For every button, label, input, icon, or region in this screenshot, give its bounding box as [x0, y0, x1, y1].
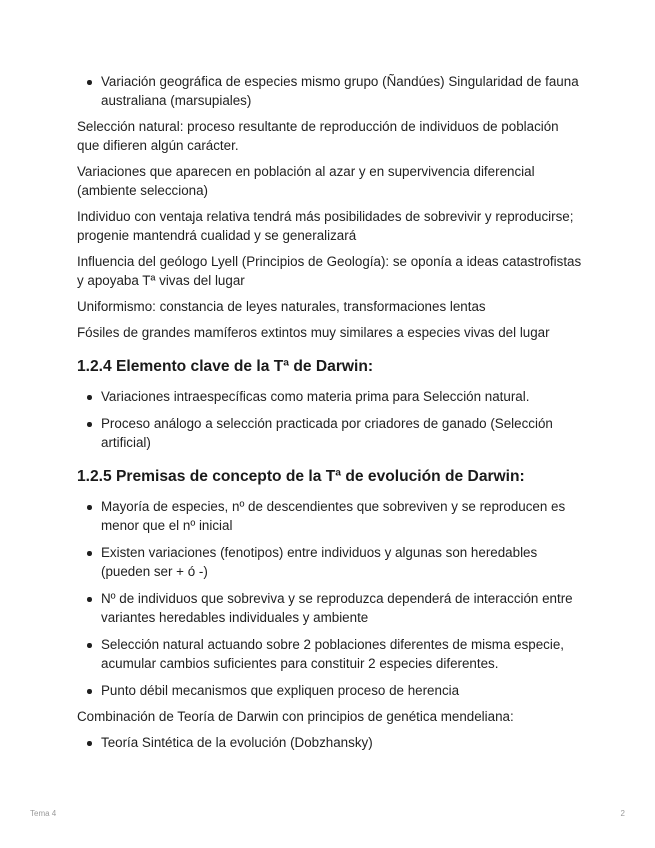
list-item [77, 387, 582, 406]
list-item [77, 681, 582, 700]
bullet-list-closing [77, 733, 582, 752]
bullet-dot-icon [87, 689, 92, 694]
list-item-text: Variación geográfica de especies mismo grupo (Ñandúes) Singularidad de fauna australiana (marsupiales) [101, 74, 579, 108]
section-heading-1-2-4: 1.2.4 Elemento clave de la Tª de Darwin: [77, 358, 374, 375]
paragraph: Influencia del geólogo Lyell (Principios de Geología): se oponía a ideas catastrofistas y apoyaba Tª vivas del lugar [77, 254, 582, 288]
paragraph: Combinación de Teoría de Darwin con principios de genética mendeliana: [77, 709, 514, 724]
bullet-dot-icon [87, 643, 92, 648]
paragraph: Fósiles de grandes mamíferos extintos muy similares a especies vivas del lugar [77, 325, 550, 340]
list-item-text: Selección natural actuando sobre 2 poblaciones diferentes de misma especie, acumular cambios suficientes para constituir 2 especies diferentes. [101, 637, 565, 671]
list-item [77, 497, 582, 535]
bullet-dot-icon [87, 80, 92, 85]
bullet-list-top [77, 72, 582, 110]
list-item-text: Existen variaciones (fenotipos) entre individuos y algunas son heredables (pueden ser + ó -) [101, 545, 538, 579]
list-item [77, 414, 582, 452]
list-item-text: Nº de individuos que sobreviva y se reproduzca dependerá de interacción entre variantes heredables individuales y ambiente [101, 591, 573, 625]
bullet-dot-icon [87, 551, 92, 556]
paragraph: Individuo con ventaja relativa tendrá más posibilidades de sobrevivir y reproducirse; progenie mantendrá cualidad y se generalizará [77, 209, 574, 243]
document-page [77, 72, 582, 759]
footer-page-number: 2 [620, 809, 625, 818]
list-item-text: Mayoría de especies, nº de descendientes que sobreviven y se reproducen es menor que el nº inicial [101, 499, 566, 533]
list-item-text: Variaciones intraespecíficas como materia prima para Selección natural. [101, 389, 530, 404]
list-item-text: Teoría Sintética de la evolución (Dobzhansky) [101, 735, 373, 750]
bullet-dot-icon [87, 741, 92, 746]
bullet-dot-icon [87, 505, 92, 510]
paragraph: Uniformismo: constancia de leyes naturales, transformaciones lentas [77, 299, 486, 314]
list-item-text: Proceso análogo a selección practicada por criadores de ganado (Selección artificial) [101, 416, 553, 450]
list-item [77, 733, 582, 752]
list-item [77, 635, 582, 673]
bullet-dot-icon [87, 597, 92, 602]
list-item [77, 589, 582, 627]
bullet-dot-icon [87, 395, 92, 400]
section-heading-1-2-5: 1.2.5 Premisas de concepto de la Tª de evolución de Darwin: [77, 468, 525, 485]
bullet-dot-icon [87, 422, 92, 427]
bullet-list-section-1 [77, 387, 582, 452]
list-item [77, 72, 582, 110]
paragraph: Selección natural: proceso resultante de reproducción de individuos de población que difieren algún carácter. [77, 119, 559, 153]
footer-chapter-label: Tema 4 [30, 809, 57, 818]
list-item [77, 543, 582, 581]
list-item-text: Punto débil mecanismos que expliquen proceso de herencia [101, 683, 460, 698]
paragraph: Variaciones que aparecen en población al azar y en supervivencia diferencial (ambiente selecciona) [77, 164, 535, 198]
bullet-list-section-2 [77, 497, 582, 700]
